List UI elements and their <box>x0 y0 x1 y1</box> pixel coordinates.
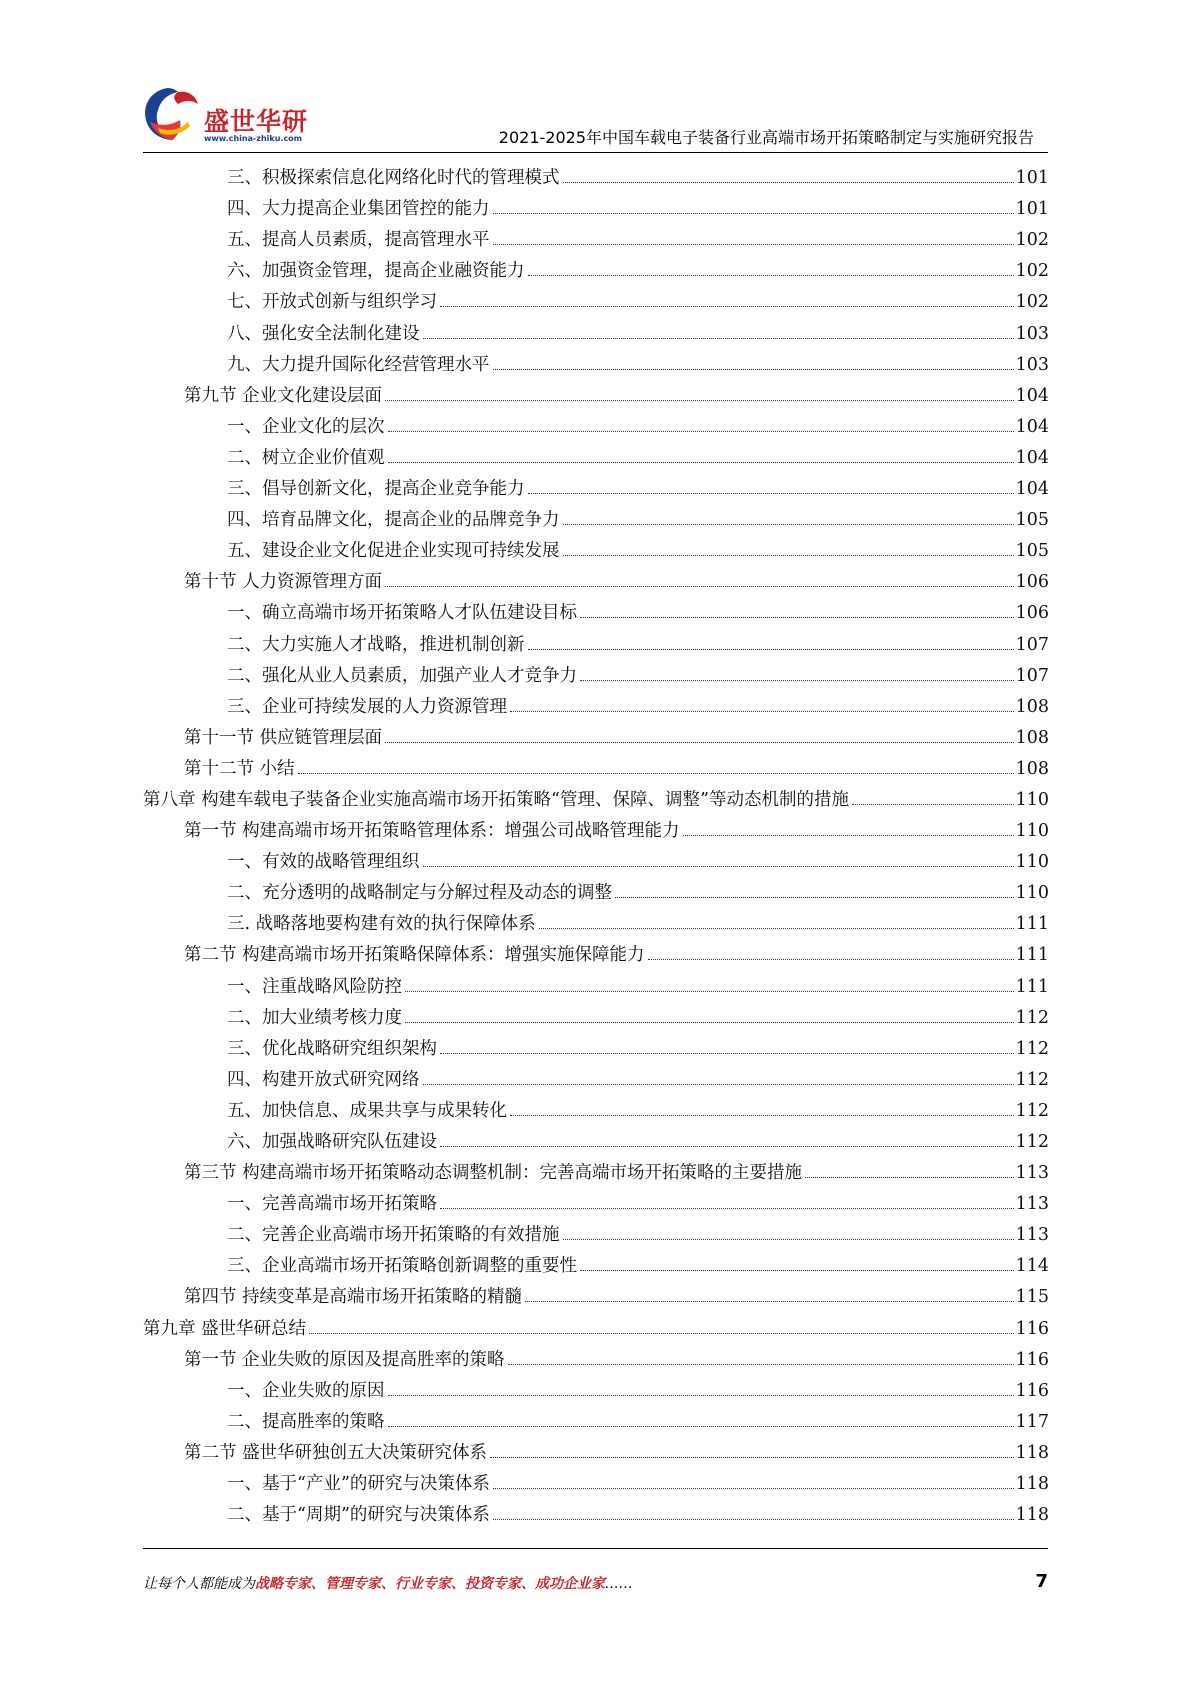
toc-leader-dots <box>423 866 1014 867</box>
toc-entry-title: 二、树立企业价值观 <box>227 447 385 468</box>
toc-entry[interactable] <box>143 1246 1049 1277</box>
toc-entry-page: 116 <box>1015 1318 1049 1339</box>
toc-entry-page: 118 <box>1015 1474 1049 1495</box>
toc-entry-page: 104 <box>1015 416 1049 437</box>
toc-entry[interactable] <box>143 1153 1049 1184</box>
toc-entry-title: 一、企业文化的层次 <box>227 416 385 437</box>
toc-entry-title: 一、有效的战略管理组织 <box>227 852 420 873</box>
toc-leader-dots <box>385 586 1014 587</box>
toc-entry[interactable] <box>143 656 1049 687</box>
toc-entry-page: 106 <box>1015 603 1049 624</box>
toc-entry[interactable] <box>143 1122 1049 1153</box>
toc-entry[interactable] <box>143 935 1049 966</box>
toc-entry-title: 第二节 构建高端市场开拓策略保障体系：增强实施保障能力 <box>184 945 645 966</box>
toc-leader-dots <box>298 773 1014 774</box>
toc-leader-dots <box>388 462 1014 463</box>
toc-entry[interactable] <box>143 749 1049 780</box>
toc-entry-page: 111 <box>1015 976 1049 997</box>
toc-entry[interactable] <box>143 345 1049 376</box>
toc-leader-dots <box>580 1270 1014 1271</box>
toc-entry-page: 118 <box>1015 1442 1049 1463</box>
toc-entry[interactable] <box>143 687 1049 718</box>
toc-entry[interactable] <box>143 1464 1049 1495</box>
toc-entry[interactable] <box>143 407 1049 438</box>
toc-entry[interactable] <box>143 1184 1049 1215</box>
toc-leader-dots <box>493 213 1014 214</box>
table-of-contents <box>143 158 1049 1526</box>
toc-entry-title: 第四节 持续变革是高端市场开拓策略的精髓 <box>184 1287 523 1308</box>
toc-entry-title: 九、大力提升国际化经营管理水平 <box>227 354 490 375</box>
toc-entry-page: 112 <box>1015 1100 1049 1121</box>
toc-entry-title: 第一节 构建高端市场开拓策略管理体系：增强公司战略管理能力 <box>184 821 680 842</box>
page-header <box>0 0 1191 160</box>
toc-entry-title: 五、建设企业文化促进企业实现可持续发展 <box>227 541 560 562</box>
toc-entry-title: 一、基于“产业”的研究与决策体系 <box>227 1474 490 1495</box>
logo-text: 盛世华研 <box>204 107 309 136</box>
toc-entry[interactable] <box>143 593 1049 624</box>
toc-leader-dots <box>423 338 1014 339</box>
toc-entry-title: 第二节 盛世华研独创五大决策研究体系 <box>184 1442 488 1463</box>
toc-leader-dots <box>309 1333 1014 1334</box>
toc-entry[interactable] <box>143 531 1049 562</box>
toc-entry-title: 四、培育品牌文化，提高企业的品牌竞争力 <box>227 510 560 531</box>
footer-slogan <box>143 1573 633 1593</box>
toc-entry[interactable] <box>143 1060 1049 1091</box>
toc-entry-title: 第十二节 小结 <box>184 758 295 779</box>
logo <box>138 82 318 152</box>
toc-entry-page: 114 <box>1015 1256 1049 1277</box>
toc-entry[interactable] <box>143 189 1049 220</box>
toc-entry-title: 第九节 企业文化建设层面 <box>184 385 383 406</box>
toc-leader-dots <box>493 369 1014 370</box>
toc-leader-dots <box>388 431 1014 432</box>
toc-entry-title: 二、基于“周期”的研究与决策体系 <box>227 1505 490 1526</box>
toc-entry-page: 110 <box>1015 852 1049 873</box>
toc-leader-dots <box>683 835 1014 836</box>
toc-entry-title: 第八章 构建车载电子装备企业实施高端市场开拓策略“管理、保障、调整”等动态机制的措施 <box>143 789 849 810</box>
toc-entry[interactable] <box>143 624 1049 655</box>
toc-entry-title: 第十节 人力资源管理方面 <box>184 572 383 593</box>
toc-entry-page: 108 <box>1015 758 1049 779</box>
toc-entry[interactable] <box>143 1091 1049 1122</box>
toc-entry-title: 一、注重战略风险防控 <box>227 976 402 997</box>
slogan-prefix: 让每个人都能成为 <box>143 1576 255 1592</box>
toc-entry[interactable] <box>143 500 1049 531</box>
toc-leader-dots <box>440 1053 1014 1054</box>
toc-entry-page: 118 <box>1015 1505 1049 1526</box>
toc-entry-page: 111 <box>1015 945 1049 966</box>
toc-entry-page: 102 <box>1015 261 1049 282</box>
toc-entry[interactable] <box>143 998 1049 1029</box>
toc-entry-page: 112 <box>1015 1069 1049 1090</box>
page-number: 7 <box>1035 1571 1048 1592</box>
toc-entry-title: 五、加快信息、成果共享与成果转化 <box>227 1100 507 1121</box>
toc-entry-page: 106 <box>1015 572 1049 593</box>
toc-entry[interactable] <box>143 251 1049 282</box>
toc-entry[interactable] <box>143 1308 1049 1339</box>
toc-entry-page: 103 <box>1015 354 1049 375</box>
toc-leader-dots <box>563 555 1014 556</box>
logo-icon <box>138 82 208 148</box>
toc-leader-dots <box>580 617 1014 618</box>
toc-entry-page: 104 <box>1015 385 1049 406</box>
toc-entry-page: 107 <box>1015 665 1049 686</box>
toc-entry-title: 六、加强资金管理，提高企业融资能力 <box>227 261 525 282</box>
toc-entry-page: 104 <box>1015 447 1049 468</box>
toc-entry-page: 112 <box>1015 1132 1049 1152</box>
toc-leader-dots <box>528 493 1014 494</box>
toc-leader-dots <box>385 400 1014 401</box>
toc-entry-page: 116 <box>1015 1380 1049 1401</box>
toc-leader-dots <box>493 244 1014 245</box>
toc-leader-dots <box>388 1426 1014 1427</box>
toc-entry-page: 116 <box>1015 1349 1049 1370</box>
toc-entry-page: 110 <box>1015 883 1049 904</box>
toc-entry[interactable] <box>143 811 1049 842</box>
toc-entry[interactable] <box>143 780 1049 811</box>
toc-leader-dots <box>385 742 1014 743</box>
toc-entry-title: 二、加大业绩考核力度 <box>227 1007 402 1028</box>
toc-leader-dots <box>528 649 1014 650</box>
toc-entry-title: 二、强化从业人员素质，加强产业人才竞争力 <box>227 665 577 686</box>
toc-entry-title: 三. 战略落地要构建有效的执行保障体系 <box>227 914 536 935</box>
toc-entry-page: 103 <box>1015 323 1049 344</box>
toc-leader-dots <box>405 991 1014 992</box>
toc-entry-page: 112 <box>1015 1007 1049 1028</box>
toc-entry-title: 一、企业失败的原因 <box>227 1380 385 1401</box>
slogan-highlight: 战略专家、管理专家、行业专家、投资专家、成功企业家 <box>255 1576 605 1592</box>
toc-entry[interactable] <box>143 1402 1049 1433</box>
toc-entry-title: 三、积极探索信息化网络化时代的管理模式 <box>227 168 560 189</box>
toc-leader-dots <box>440 306 1014 307</box>
toc-leader-dots <box>805 1177 1014 1178</box>
toc-entry-page: 110 <box>1015 821 1049 842</box>
toc-leader-dots <box>508 1364 1014 1365</box>
slogan-suffix: …… <box>605 1576 633 1592</box>
toc-entry-title: 五、提高人员素质，提高管理水平 <box>227 230 490 251</box>
toc-entry-title: 第十一节 供应链管理层面 <box>184 727 383 748</box>
toc-leader-dots <box>563 1239 1014 1240</box>
toc-entry[interactable] <box>143 904 1049 935</box>
toc-entry-page: 105 <box>1015 541 1049 562</box>
toc-entry[interactable] <box>143 1215 1049 1246</box>
toc-entry-page: 101 <box>1015 199 1049 220</box>
toc-entry-title: 四、大力提高企业集团管控的能力 <box>227 199 490 220</box>
toc-entry[interactable] <box>143 282 1049 313</box>
toc-entry[interactable] <box>143 562 1049 593</box>
toc-leader-dots <box>528 275 1014 276</box>
toc-leader-dots <box>539 928 1014 929</box>
toc-leader-dots <box>440 1146 1014 1147</box>
toc-entry-title: 七、开放式创新与组织学习 <box>227 292 437 313</box>
toc-leader-dots <box>510 1115 1014 1116</box>
toc-leader-dots <box>563 524 1014 525</box>
toc-leader-dots <box>493 1519 1014 1520</box>
header-divider <box>143 152 1048 153</box>
toc-leader-dots <box>490 1457 1014 1458</box>
toc-entry-title: 第九章 盛世华研总结 <box>143 1318 307 1339</box>
toc-entry-page: 110 <box>1015 789 1049 810</box>
toc-entry[interactable] <box>143 873 1049 904</box>
toc-entry-title: 一、完善高端市场开拓策略 <box>227 1194 437 1215</box>
logo-url: www.china-zhiku.com <box>204 134 303 143</box>
toc-entry-title: 三、优化战略研究组织架构 <box>227 1038 437 1059</box>
toc-entry-title: 第三节 构建高端市场开拓策略动态调整机制：完善高端市场开拓策略的主要措施 <box>184 1163 803 1184</box>
toc-entry[interactable] <box>143 313 1049 344</box>
toc-entry-title: 六、加强战略研究队伍建设 <box>227 1132 437 1152</box>
toc-entry-page: 113 <box>1015 1194 1049 1215</box>
toc-entry[interactable] <box>143 469 1049 500</box>
toc-entry[interactable] <box>143 220 1049 251</box>
toc-entry-title: 二、提高胜率的策略 <box>227 1411 385 1432</box>
toc-entry-page: 107 <box>1015 634 1049 655</box>
toc-leader-dots <box>648 959 1014 960</box>
toc-entry-page: 111 <box>1015 914 1049 935</box>
toc-leader-dots <box>525 1301 1014 1302</box>
toc-leader-dots <box>563 182 1014 183</box>
toc-entry-title: 二、充分透明的战略制定与分解过程及动态的调整 <box>227 883 612 904</box>
toc-entry[interactable] <box>143 1277 1049 1308</box>
toc-entry-page: 117 <box>1015 1411 1049 1432</box>
toc-entry[interactable] <box>143 1495 1049 1526</box>
toc-entry-page: 108 <box>1015 727 1049 748</box>
toc-leader-dots <box>510 711 1014 712</box>
toc-entry-page: 102 <box>1015 292 1049 313</box>
toc-entry-title: 四、构建开放式研究网络 <box>227 1069 420 1090</box>
toc-entry-page: 105 <box>1015 510 1049 531</box>
toc-entry-page: 115 <box>1015 1287 1049 1308</box>
toc-entry-page: 102 <box>1015 230 1049 251</box>
toc-entry[interactable] <box>143 1433 1049 1464</box>
toc-leader-dots <box>388 1395 1014 1396</box>
toc-entry-title: 三、企业可持续发展的人力资源管理 <box>227 696 507 717</box>
toc-entry[interactable] <box>143 842 1049 873</box>
toc-entry[interactable] <box>143 376 1049 407</box>
toc-entry-page: 108 <box>1015 696 1049 717</box>
toc-entry[interactable] <box>143 966 1049 997</box>
toc-entry[interactable] <box>143 1340 1049 1371</box>
toc-entry-title: 二、完善企业高端市场开拓策略的有效措施 <box>227 1225 560 1246</box>
toc-entry-title: 第一节 企业失败的原因及提高胜率的策略 <box>184 1349 505 1370</box>
toc-entry[interactable] <box>143 1029 1049 1060</box>
toc-entry[interactable] <box>143 438 1049 469</box>
toc-entry-page: 113 <box>1015 1163 1049 1184</box>
toc-leader-dots <box>423 1084 1014 1085</box>
toc-entry-title: 三、企业高端市场开拓策略创新调整的重要性 <box>227 1256 577 1277</box>
document-title: 2021-2025年中国车载电子装备行业高端市场开拓策略制定与实施研究报告 <box>498 128 1034 147</box>
toc-entry[interactable] <box>143 718 1049 749</box>
toc-entry-title: 三、倡导创新文化，提高企业竞争能力 <box>227 479 525 500</box>
toc-entry-page: 112 <box>1015 1038 1049 1059</box>
toc-entry-page: 104 <box>1015 479 1049 500</box>
footer-divider <box>143 1548 1048 1549</box>
toc-entry-title: 八、强化安全法制化建设 <box>227 323 420 344</box>
toc-leader-dots <box>615 897 1014 898</box>
toc-leader-dots <box>405 1022 1014 1023</box>
toc-leader-dots <box>852 804 1014 805</box>
toc-entry-title: 一、确立高端市场开拓策略人才队伍建设目标 <box>227 603 577 624</box>
toc-leader-dots <box>580 680 1014 681</box>
toc-leader-dots <box>440 1208 1014 1209</box>
toc-leader-dots <box>493 1488 1014 1489</box>
toc-entry[interactable] <box>143 1371 1049 1402</box>
toc-entry-page: 113 <box>1015 1225 1049 1246</box>
toc-entry[interactable] <box>143 158 1049 189</box>
toc-entry-title: 二、大力实施人才战略，推进机制创新 <box>227 634 525 655</box>
toc-entry-page: 101 <box>1015 168 1049 189</box>
